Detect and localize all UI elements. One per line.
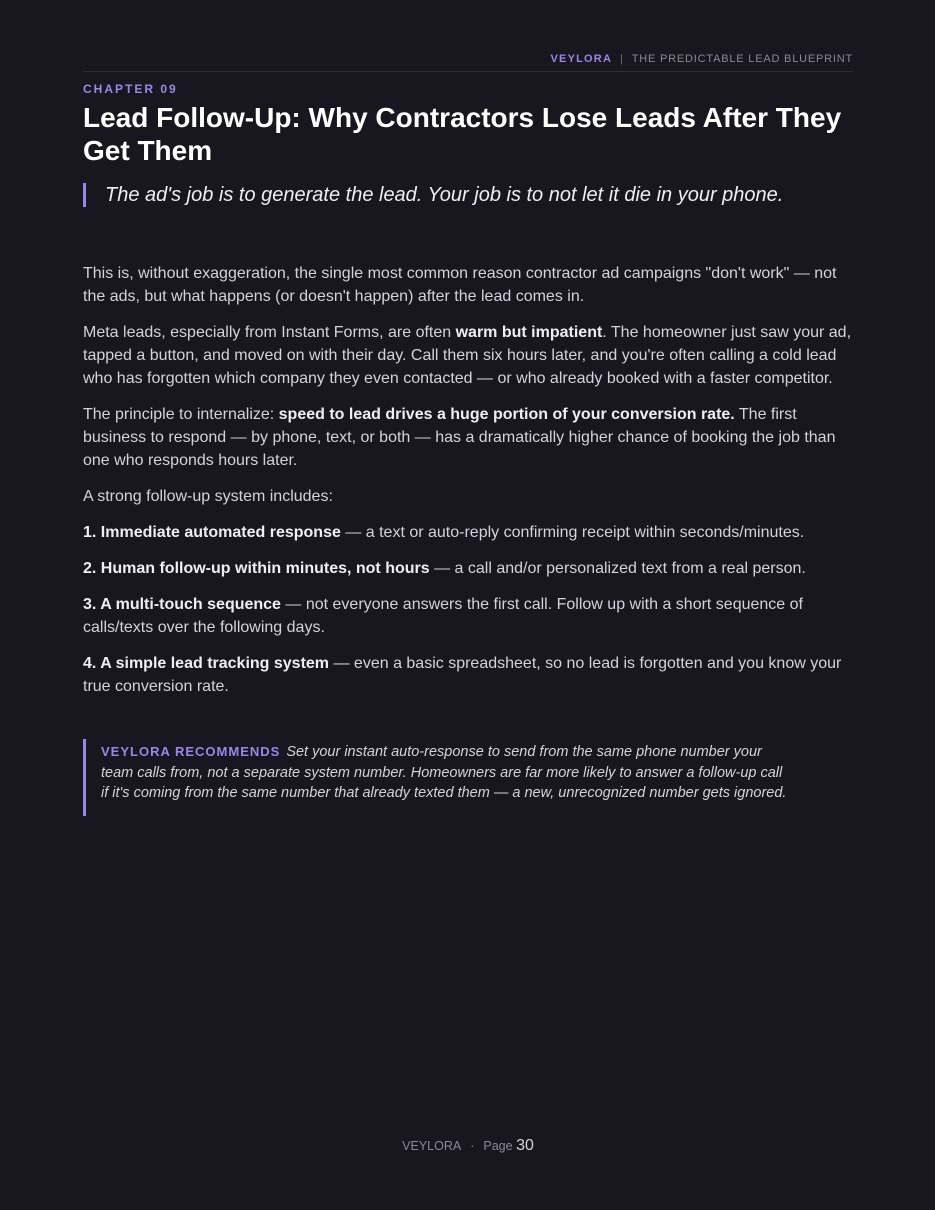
- list-item-heading: 1. Immediate automated response: [83, 524, 341, 541]
- emphasis-text: warm but impatient: [455, 324, 603, 341]
- list-item-text: — a call and/or personalized text from a real person.: [429, 560, 806, 577]
- pull-quote: The ad's job is to generate the lead. Your job is to not let it die in your phone.: [83, 183, 795, 207]
- footer-dot: ·: [470, 1139, 475, 1153]
- document-page: [83, 0, 853, 1210]
- header-separator: |: [620, 53, 624, 65]
- list-item-text: — even a basic spreadsheet, so no lead is forgotten and you know your true conversion rate.: [83, 655, 842, 695]
- running-header: [83, 53, 853, 72]
- paragraph-meta-leads: [83, 321, 853, 390]
- header-book-title: THE PREDICTABLE LEAD BLUEPRINT: [631, 53, 853, 65]
- paragraph-text: The principle to internalize:: [83, 406, 279, 423]
- chapter-title: Lead Follow-Up: Why Contractors Lose Leads After They Get Them: [83, 102, 842, 166]
- list-item-heading: 2. Human follow-up within minutes, not hours: [83, 560, 430, 577]
- list-item-text: — a text or auto-reply confirming receipt within seconds/minutes.: [340, 524, 805, 541]
- callout-label: VEYLORA RECOMMENDS: [101, 744, 281, 759]
- paragraph-text: Meta leads, especially from Instant Forms, are often: [83, 324, 456, 341]
- list-item-heading: 4. A simple lead tracking system: [83, 655, 330, 672]
- footer-brand: VEYLORA: [402, 1139, 462, 1153]
- callout-text: Set your instant auto-response to send from the same phone number your team calls from, not a separate system number. Homeowners are far more likely to answer a follow-up call if it's coming from the same number that already texted them — a new, unrecognized number gets ignored.: [101, 744, 787, 801]
- paragraph-principle: [83, 403, 853, 472]
- recommendation-callout: [83, 739, 791, 816]
- list-item-text: — not everyone answers the first call. Follow up with a short sequence of calls/texts over the following days.: [83, 596, 803, 636]
- page-number: 30: [516, 1137, 534, 1154]
- chapter-label: CHAPTER 09: [83, 82, 178, 96]
- paragraph-text: . The homeowner just saw your ad, tapped a button, and moved on with their day. Call them six hours later, and you're often calling a cold lead who has forgotten which company they even contacted — or who already booked with a faster competitor.: [83, 324, 852, 387]
- page-footer: [83, 1137, 853, 1155]
- emphasis-text: speed to lead drives a huge portion of your conversion rate.: [278, 406, 735, 423]
- paragraph-list-intro: A strong follow-up system includes:: [83, 488, 333, 505]
- header-brand: VEYLORA: [550, 53, 613, 65]
- paragraph-intro: This is, without exaggeration, the single most common reason contractor ad campaigns "don't work" — not the ads, but what happens (or doesn't happen) after the lead comes in.: [83, 265, 837, 305]
- paragraph-text: The first business to respond — by phone, text, or both — has a dramatically higher chance of booking the job than one who responds hours later.: [83, 406, 836, 469]
- list-item: [83, 557, 853, 580]
- footer-page-label: Page: [483, 1139, 513, 1153]
- list-item: [83, 521, 853, 544]
- list-item: [83, 652, 853, 698]
- list-item-heading: 3. A multi-touch sequence: [83, 596, 281, 613]
- list-item: [83, 593, 853, 639]
- body-text: [83, 262, 853, 711]
